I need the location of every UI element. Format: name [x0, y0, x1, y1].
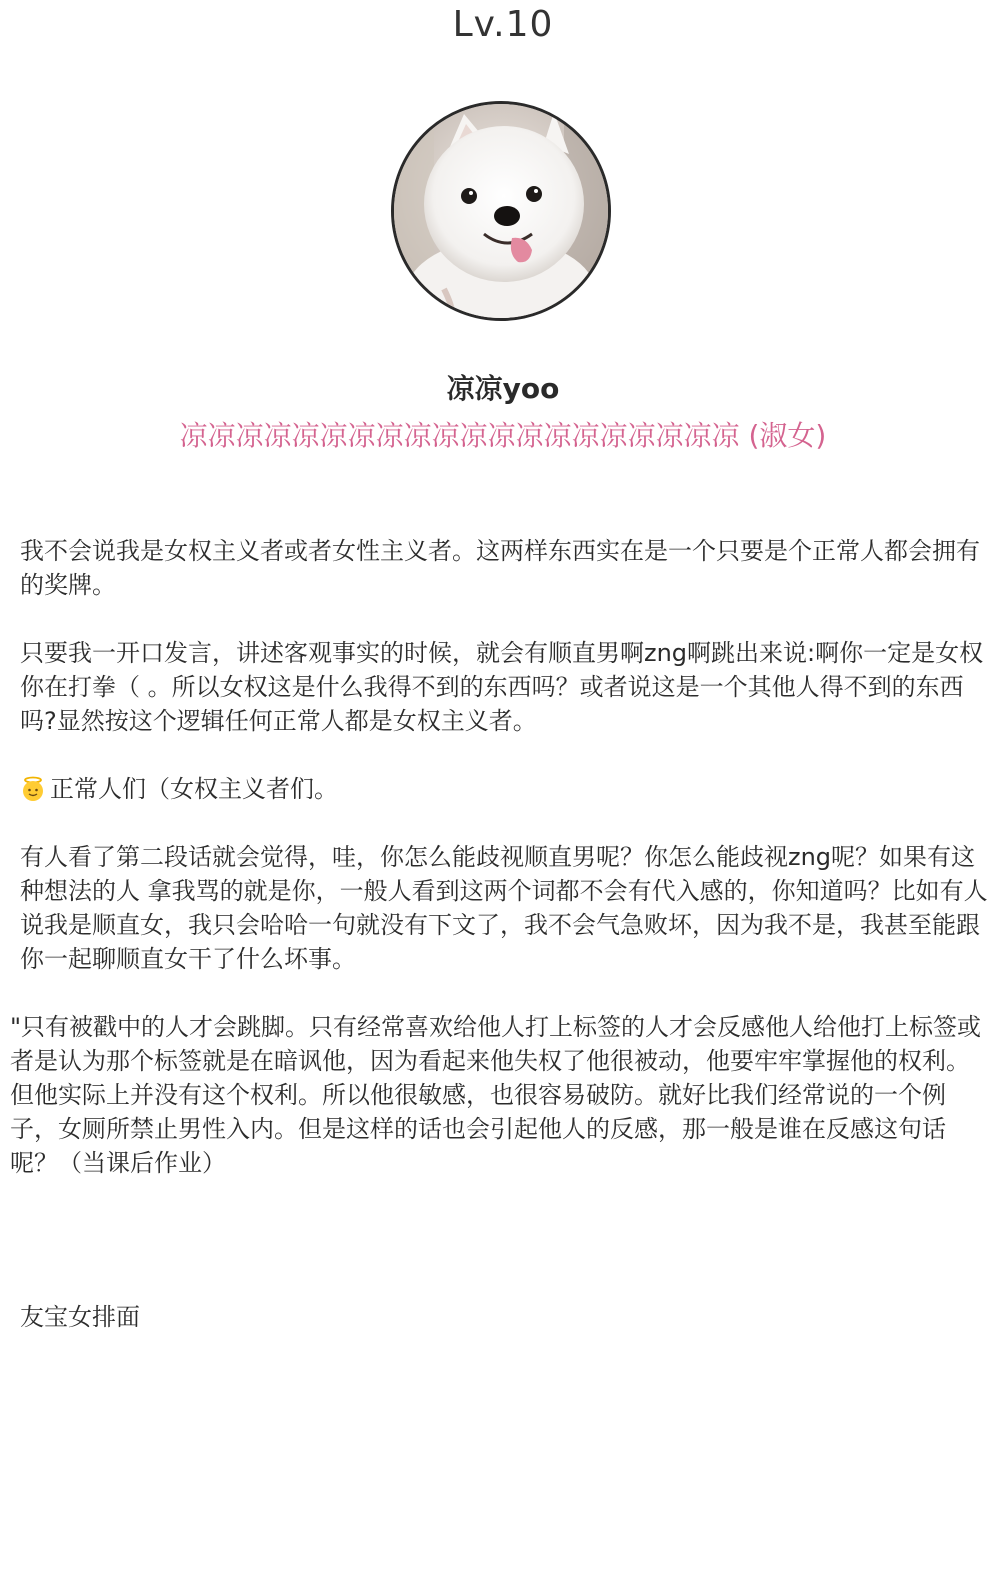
- level-badge: Lv.10: [452, 4, 554, 45]
- paragraph-text: 正常人们（女权主义者们。: [50, 775, 338, 803]
- paragraph: [20, 772, 988, 806]
- avatar[interactable]: [391, 101, 611, 321]
- paragraph: 我不会说我是女权主义者或者女性主义者。这两样东西实在是一个只要是个正常人都会拥有的奖牌。: [20, 537, 980, 599]
- signoff: 友宝女排面: [20, 1303, 140, 1331]
- username[interactable]: 凉凉yoo: [446, 372, 560, 405]
- user-title: 凉凉凉凉凉凉凉凉凉凉凉凉凉凉凉凉凉凉凉凉 (淑女): [179, 419, 827, 452]
- paragraph: 只要我一开口发言，讲述客观事实的时候，就会有顺直男啊zng啊跳出来说:啊你一定是女权你在打拳（ 。所以女权这是什么我得不到的东西吗？或者说这是一个其他人得不到的东西吗?显然按这个逻辑任何正常人都是女权主义者。: [20, 639, 984, 735]
- paragraph: "只有被戳中的人才会跳脚。只有经常喜欢给他人打上标签的人才会反感他人给他打上标签或者是认为那个标签就是在暗讽他，因为看起来他失权了他很被动，他要牢牢掌握他的权利。但他实际上并没有这个权利。所以他很敏感，也很容易破防。就好比我们经常说的一个例子，女厕所禁止男性入内。但是这样的话也会引起他人的反感，那一般是谁在反感这句话呢？（当课后作业）: [10, 1013, 982, 1177]
- paragraph: 有人看了第二段话就会觉得，哇，你怎么能歧视顺直男呢？你怎么能歧视zng呢？如果有这种想法的人 拿我骂的就是你，一般人看到这两个词都不会有代入感的，你知道吗？比如有人说我是顺直女，我只会哈哈一句就没有下文了，我不会气急败坏，因为我不是，我甚至能跟你一起聊顺直女干了什么坏事。: [20, 843, 988, 973]
- samoyed-dog-icon: [394, 104, 608, 318]
- halo-smile-emoji-icon: [20, 776, 46, 802]
- post-body: [10, 534, 988, 1368]
